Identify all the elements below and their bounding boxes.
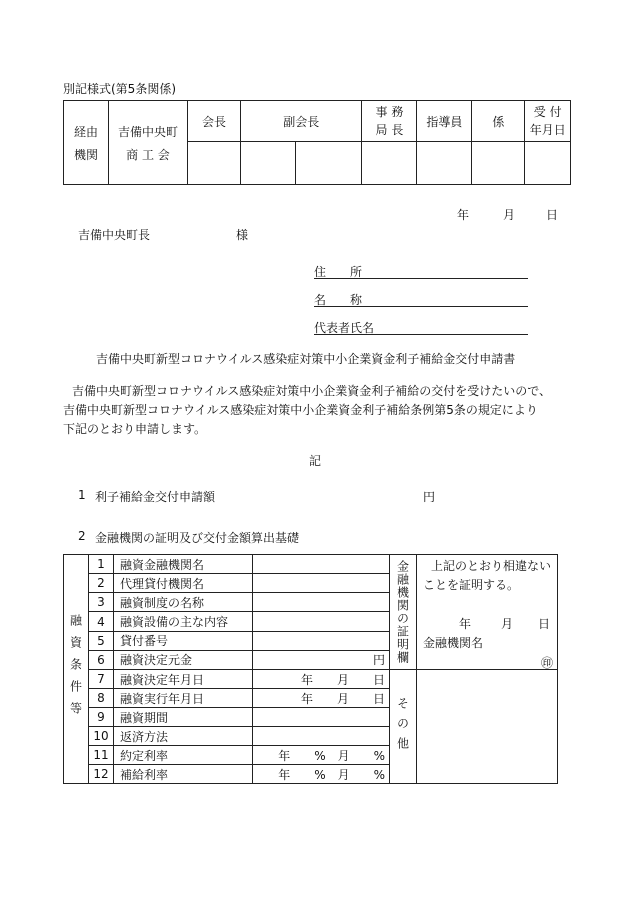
row-no: 10 (89, 727, 114, 746)
row-label: 補給利率 (114, 765, 253, 784)
cert-label: 金融機関の証明欄 (395, 560, 410, 664)
row-value[interactable] (253, 555, 390, 574)
row-value[interactable]: 円 (253, 650, 390, 669)
loan-table (63, 554, 558, 784)
row-label: 貸付番号 (114, 631, 253, 650)
director-stamp-box[interactable] (362, 142, 417, 185)
row-label: 返済方法 (114, 727, 253, 746)
cert-text-1: 上記のとおり相違ない (431, 559, 552, 573)
row-no: 11 (89, 746, 114, 765)
seal-mark: ㊞ (541, 656, 554, 670)
form-label: 別記様式(第5条関係) (63, 82, 176, 96)
row-value[interactable]: 年 月 日 (253, 689, 390, 708)
staff-header: 係 (472, 101, 525, 142)
chair-stamp-box[interactable] (188, 142, 241, 185)
item2-number: 2 (78, 529, 86, 543)
other-label-cell (390, 670, 417, 784)
representative-label: 代表者氏名 (314, 321, 375, 335)
vice-chair-stamp-box-2[interactable] (296, 142, 362, 185)
row-label: 代理貸付機関名 (114, 574, 253, 593)
body-line-1: 吉備中央町新型コロナウイルス感染症対策中小企業資金利子補給の交付を受けたいので、 (72, 384, 552, 398)
vice-chair-header: 副会長 (241, 101, 362, 142)
row-no: 4 (89, 612, 114, 631)
other-label: その他 (395, 696, 410, 757)
row-no: 6 (89, 650, 114, 669)
chair-header: 会長 (188, 101, 241, 142)
cert-bank-label: 金融機関名 (423, 636, 484, 650)
date-day: 日 (546, 208, 559, 222)
row-value[interactable] (253, 727, 390, 746)
row-value[interactable]: 年 月 日 (253, 670, 390, 689)
addressee-name: 吉備中央町長 (78, 228, 151, 242)
row-label: 融資決定年月日 (114, 670, 253, 689)
row-label: 約定利率 (114, 746, 253, 765)
item1-unit: 円 (423, 490, 436, 504)
route-org-2: 商 工 会 (126, 147, 170, 162)
row-label: 融資設備の主な内容 (114, 612, 253, 631)
row-no: 2 (89, 574, 114, 593)
instructor-header: 指導員 (417, 101, 472, 142)
cert-box[interactable] (417, 555, 558, 670)
received-date-box[interactable] (525, 142, 571, 185)
row-no: 12 (89, 765, 114, 784)
ki-mark: 記 (309, 454, 322, 468)
vice-chair-stamp-box-1[interactable] (241, 142, 296, 185)
director-header: 事 務 局 長 (362, 101, 417, 142)
row-value[interactable] (253, 631, 390, 650)
row-label: 融資金融機関名 (114, 555, 253, 574)
row-no: 1 (89, 555, 114, 574)
body-line-2: 吉備中央町新型コロナウイルス感染症対策中小企業資金利子補給条例第5条の規定により (63, 403, 538, 417)
route-heading-2: 機関 (73, 147, 98, 162)
route-org-1: 吉備中央町 (117, 124, 178, 139)
other-box[interactable] (417, 670, 558, 784)
document-title: 吉備中央町新型コロナウイルス感染症対策中小企業資金利子補給金交付申請書 (96, 352, 516, 366)
route-org-cell (109, 101, 188, 185)
route-table (63, 100, 571, 185)
row-value[interactable]: 年 % 月 % (253, 746, 390, 765)
row-value[interactable] (253, 574, 390, 593)
item1-label: 利子補給金交付申請額 (95, 490, 216, 504)
row-no: 7 (89, 670, 114, 689)
row-no: 8 (89, 689, 114, 708)
loan-side-label-cell (64, 555, 89, 784)
instructor-stamp-box[interactable] (417, 142, 472, 185)
route-heading-cell (64, 101, 109, 185)
row-no: 9 (89, 708, 114, 727)
company-name-field[interactable] (314, 291, 528, 307)
row-label: 融資実行年月日 (114, 689, 253, 708)
row-label: 融資制度の名称 (114, 593, 253, 612)
date-month: 月 (503, 208, 516, 222)
date-year: 年 (457, 208, 470, 222)
row-no: 3 (89, 593, 114, 612)
cert-month: 月 (501, 617, 514, 631)
row-value[interactable] (253, 593, 390, 612)
received-header: 受 付 年月日 (525, 101, 571, 142)
row-value[interactable] (253, 708, 390, 727)
cert-day: 日 (538, 617, 551, 631)
cert-label-cell (390, 555, 417, 670)
cert-text-2: ことを証明する。 (423, 578, 520, 592)
addressee-honorific: 様 (236, 228, 249, 242)
row-no: 5 (89, 631, 114, 650)
route-heading-1: 経由 (73, 124, 98, 139)
cert-year: 年 (459, 617, 472, 631)
item1-number: 1 (78, 488, 86, 502)
row-label: 融資決定元金 (114, 650, 253, 669)
loan-side-label: 融資条件等 (68, 614, 83, 724)
address-field[interactable] (314, 263, 528, 279)
row-value[interactable] (253, 612, 390, 631)
body-line-3: 下記のとおり申請します。 (63, 422, 207, 436)
item2-label: 金融機関の証明及び交付金額算出基礎 (95, 531, 300, 545)
row-value[interactable]: 年 % 月 % (253, 765, 390, 784)
address-label: 住 所 (314, 265, 363, 279)
row-label: 融資期間 (114, 708, 253, 727)
staff-stamp-box[interactable] (472, 142, 525, 185)
representative-field[interactable] (314, 319, 528, 335)
company-name-label: 名 称 (314, 293, 363, 307)
